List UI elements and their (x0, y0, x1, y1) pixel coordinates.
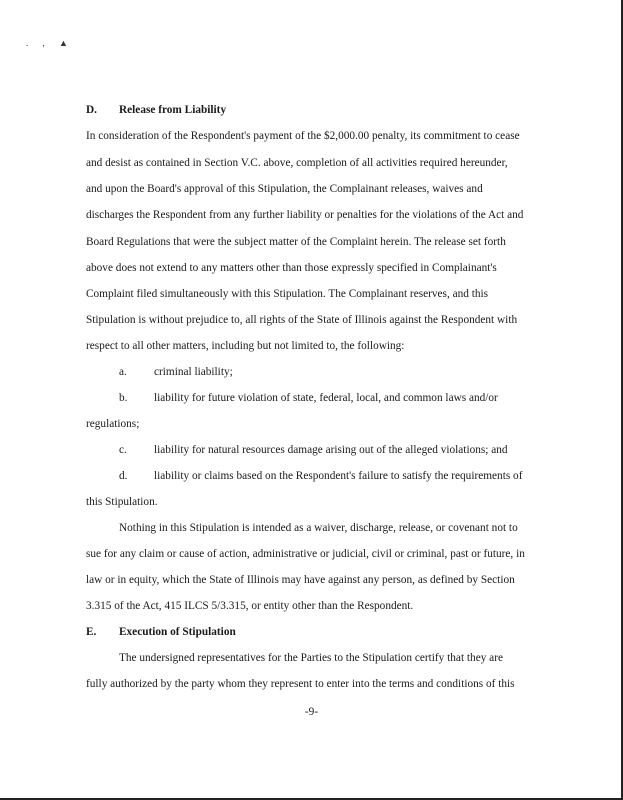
paragraph-line: Stipulation is without prejudice to, all rights of the State of Illinois against the Respondent with (86, 314, 518, 326)
list-item-text: liability or claims based on the Respondent's failure to satisfy the requirements of (154, 470, 523, 482)
list-item-text: liability for natural resources damage arising out of the alleged violations; and (154, 444, 508, 456)
list-item-letter: b. (119, 392, 128, 404)
list-item-text: liability for future violation of state, federal, local, and common laws and/or (154, 392, 498, 404)
list-item-a (119, 366, 233, 378)
paragraph-line: Nothing in this Stipulation is intended as a waiver, discharge, release, or covenant not to (119, 522, 518, 534)
list-item-letter: d. (119, 470, 128, 482)
list-item-letter: a. (119, 366, 127, 378)
list-item-d (119, 470, 522, 482)
paragraph-line: fully authorized by the party whom they represent to enter into the terms and conditions of this (86, 678, 515, 690)
section-d-title: Release from Liability (119, 104, 227, 116)
section-d-heading (86, 104, 226, 116)
paragraph-line: and upon the Board's approval of this Stipulation, the Complainant releases, waives and (86, 183, 483, 195)
paragraph-line: respect to all other matters, including but not limited to, the following: (86, 340, 405, 352)
list-item-d-continuation: this Stipulation. (86, 496, 158, 508)
list-item-b (119, 392, 498, 404)
section-e-number: E. (86, 626, 97, 638)
list-item-b-continuation: regulations; (86, 418, 140, 430)
scan-artifact-marks: . , ▲ (26, 38, 74, 48)
paragraph-line: The undersigned representatives for the Parties to the Stipulation certify that they are (119, 652, 503, 664)
paragraph-line: Complaint filed simultaneously with this Stipulation. The Complainant reserves, and this (86, 288, 489, 300)
list-item-text: criminal liability; (154, 366, 233, 378)
paragraph-line: law or in equity, which the State of Illinois may have against any person, as defined by Section (86, 574, 515, 586)
paragraph-line: Board Regulations that were the subject matter of the Complaint herein. The release set forth (86, 236, 506, 248)
paragraph-line: 3.315 of the Act, 415 ILCS 5/3.315, or entity other than the Respondent. (86, 600, 414, 612)
paragraph-line: In consideration of the Respondent's payment of the $2,000.00 penalty, its commitment to cease (86, 130, 520, 142)
list-item-letter: c. (119, 444, 127, 456)
section-e-title: Execution of Stipulation (119, 626, 236, 638)
list-item-c (119, 444, 508, 456)
paragraph-line: and desist as contained in Section V.C. above, completion of all activities required hereunder, (86, 157, 508, 169)
section-d-number: D. (86, 104, 97, 116)
paragraph-line: discharges the Respondent from any further liability or penalties for the violations of the Act and (86, 209, 524, 221)
section-e-heading (86, 626, 236, 638)
paragraph-line: sue for any claim or cause of action, administrative or judicial, civil or criminal, past or future, in (86, 548, 525, 560)
page-number: -9- (304, 706, 319, 718)
paragraph-line: above does not extend to any matters other than those expressly specified in Complainant's (86, 262, 497, 274)
